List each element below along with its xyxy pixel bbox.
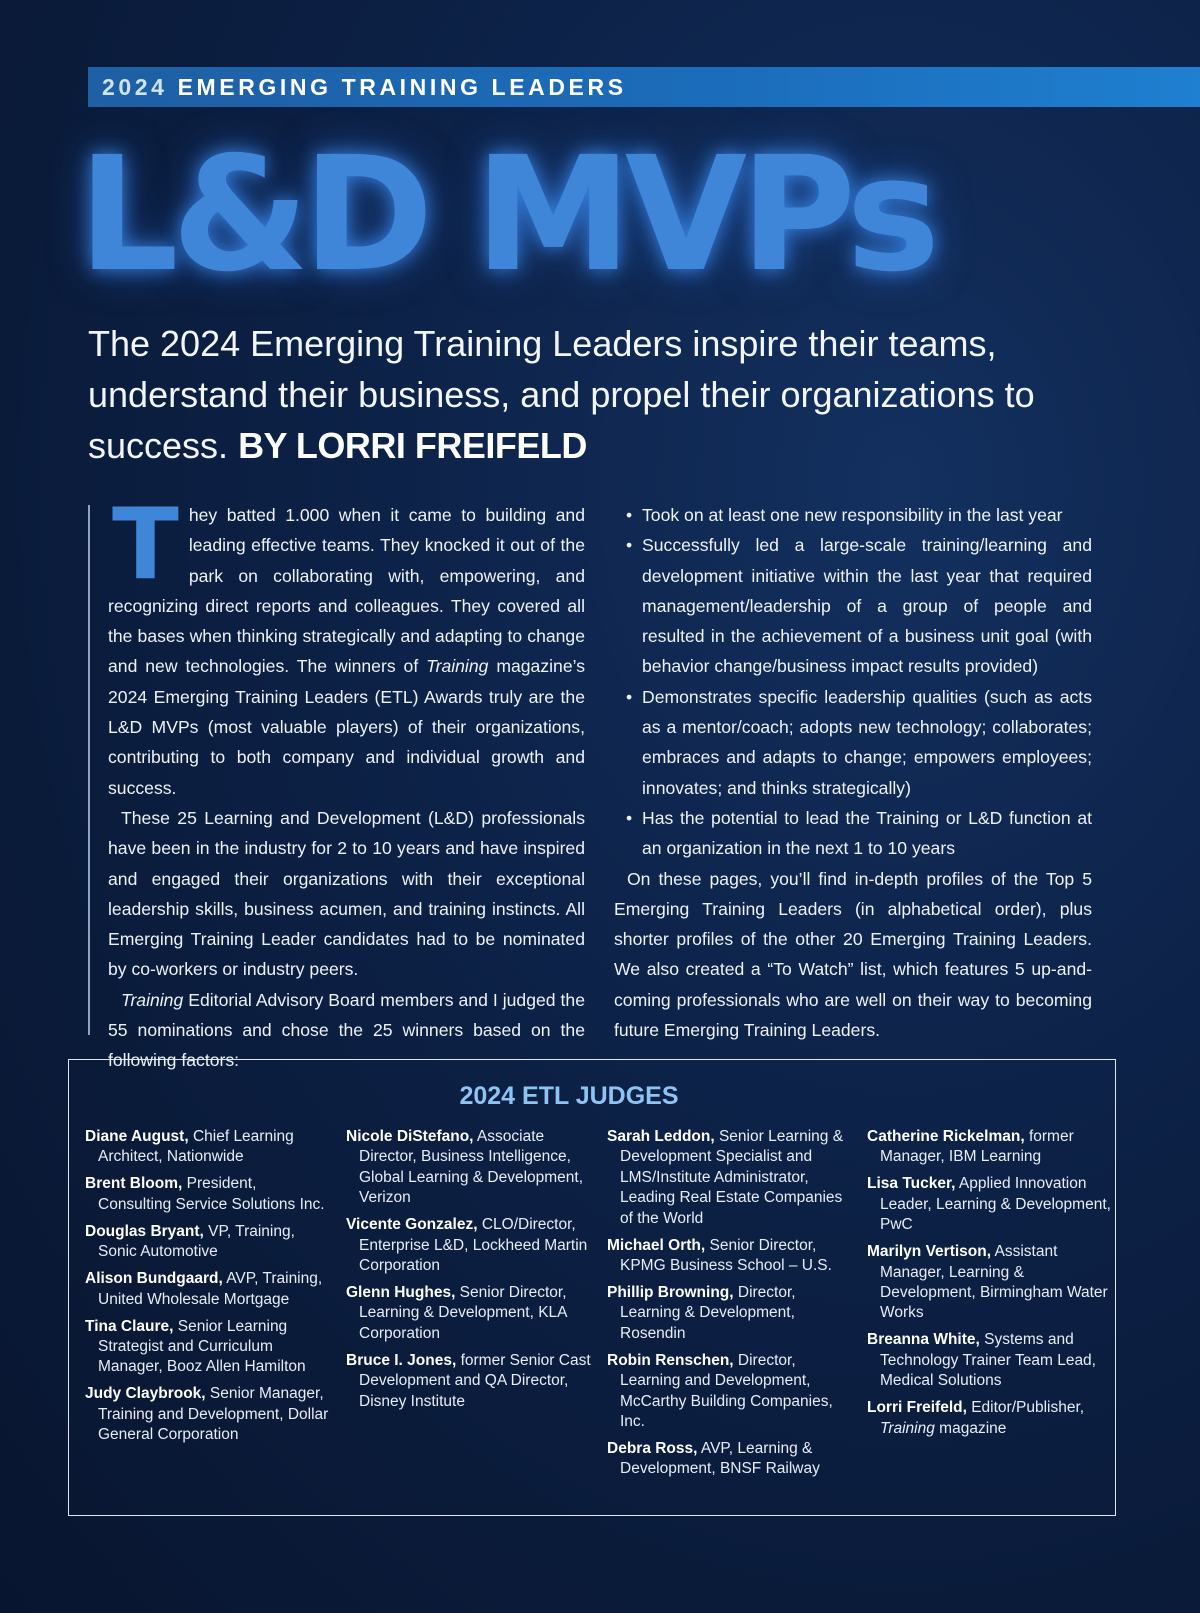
judge-title: Director, Learning & Development, Rosendin [620, 1284, 796, 1342]
judge-title: Senior Director, Learning & Development, KLA Corporation [359, 1284, 567, 1342]
judge-entry-last [867, 1398, 1112, 1439]
judge-entry [867, 1330, 1112, 1391]
judge-entry [607, 1127, 852, 1229]
judge-name: Vicente Gonzalez, [346, 1216, 478, 1234]
p1-start: hey batted 1.000 when it came to building and leading effective teams. They knocked it out of the park on collaborating with, empowering, and recognizing direct reports and colleagues. They covered all the bases when thinking strategically and adapting to change and new technologies. The winners of [108, 505, 585, 677]
banner-year: 2024 [102, 74, 168, 100]
judge-title: President, Consulting Service Solutions Inc. [98, 1175, 325, 1213]
p1-end: magazine’s 2024 Emerging Training Leaders (ETL) Awards truly are the L&D MVPs (most valuable players) of their organizations, contributing to both company and individual growth and success. [108, 656, 586, 798]
judge-name: Debra Ross, [607, 1440, 698, 1458]
judge-title: Associate Director, Business Intelligence, Global Learning & Development, Verizon [359, 1128, 584, 1207]
judge-name: Glenn Hughes, [346, 1284, 456, 1302]
judges-title: 2024 ETL JUDGES [459, 1082, 679, 1110]
judge-entry [607, 1439, 852, 1480]
judge-name: Nicole DiStefano, [346, 1128, 474, 1145]
judge-name: Sarah Leddon, [607, 1128, 715, 1145]
judge-title: CLO/Director, Enterprise L&D, Lockheed Martin Corporation [359, 1216, 588, 1275]
criteria-item: • Took on at least one new responsibility in the last year [614, 500, 1092, 530]
judge-title: AVP, Learning & Development, BNSF Railway [620, 1440, 820, 1478]
judge-entry [867, 1174, 1112, 1235]
judge-entry [607, 1351, 852, 1433]
judge-title: former Manager, IBM Learning [880, 1128, 1074, 1166]
judge-title-italic: Training [880, 1419, 935, 1437]
judge-entry [867, 1242, 1112, 1324]
judge-entry [346, 1283, 591, 1344]
article-right-column [614, 500, 1092, 1045]
judge-title-suffix: magazine [934, 1419, 1007, 1437]
judge-name: Phillip Browning, [607, 1284, 734, 1302]
article-paragraph-2: These 25 Learning and Development (L&D) professionals have been in the industry for 2 to 10 years and have inspired and engaged their organizations with their exceptional leadership skills, business acumen, and training instincts. All Emerging Training Leader candidates had to be nominated by co-workers or industry peers. [108, 807, 585, 980]
article-left-column [108, 488, 586, 1076]
judge-entry [346, 1215, 591, 1276]
judge-entry [85, 1174, 330, 1215]
judge-title: Senior Director, KPMG Business School – U.S. [620, 1236, 832, 1275]
article-paragraph-4: On these pages, you’ll find in-depth profiles of the Top 5 Emerging Training Leaders (in alphabetical order), plus shorter profiles of the other 20 Emerging Training Leaders. We also created a “To Watch” list, which features 5 up-and-coming professionals who are well on their way to becoming future Emerging Training Leaders. [614, 868, 1092, 1041]
criteria-list [614, 500, 1092, 864]
judge-name: Lorri Freifeld, [867, 1399, 967, 1417]
judge-entry [607, 1283, 852, 1344]
judge-entry [346, 1351, 591, 1412]
judge-entry [85, 1384, 330, 1445]
judge-entry [85, 1222, 330, 1263]
judge-title: Senior Learning Strategist and Curriculum Manager, Booz Allen Hamilton [98, 1317, 306, 1376]
judge-name: Tina Claure, [85, 1317, 174, 1335]
criteria-item: • Successfully led a large-scale training/learning and development initiative within the last year that required management/leadership of a group of people and resulted in the achievement of a business unit goal (with behavior change/business impact results provided) [614, 530, 1092, 681]
deck [88, 318, 1098, 471]
judges-column-2 [346, 1127, 591, 1419]
column-rule [88, 505, 90, 1035]
judge-entry [607, 1236, 852, 1277]
judge-name: Brent Bloom, [85, 1175, 183, 1193]
judge-title: Systems and Technology Trainer Team Lead, Medical Solutions [880, 1331, 1096, 1390]
judge-name: Douglas Bryant, [85, 1222, 204, 1240]
judge-name: Catherine Rickelman, [867, 1128, 1025, 1145]
deck-text: The 2024 Emerging Training Leaders inspire their teams, understand their business, and propel their organizations to success. [88, 323, 1035, 466]
p3-italic: Training [121, 989, 184, 1010]
criteria-item: • Demonstrates specific leadership qualities (such as acts as a mentor/coach; adopts new technology; collaborates; embraces and adapts to change; empowers employees; innovates; and thinks strategically) [614, 682, 1092, 803]
judge-entry [85, 1127, 330, 1168]
judge-name: Diane August, [85, 1128, 189, 1145]
judges-column-3 [607, 1127, 852, 1486]
article-paragraph-1 [108, 488, 586, 803]
judges-box [68, 1059, 1116, 1516]
judge-name: Marilyn Vertison, [867, 1243, 992, 1261]
judge-name: Judy Claybrook, [85, 1385, 206, 1403]
judges-column-1 [85, 1127, 330, 1452]
judge-entry [346, 1127, 591, 1209]
judge-title: AVP, Training, United Wholesale Mortgage [98, 1270, 323, 1308]
byline: BY LORRI FREIFELD [238, 425, 587, 466]
judge-title: Director, Learning and Development, McCarthy Building Companies, Inc. [620, 1351, 833, 1431]
banner-text [102, 67, 627, 107]
judge-entry [85, 1317, 330, 1378]
judge-name: Breanna White, [867, 1331, 980, 1349]
judge-title: former Senior Cast Development and QA Director, Disney Institute [359, 1351, 591, 1410]
judge-title: Editor/Publisher, [966, 1399, 1085, 1417]
judge-title: Applied Innovation Leader, Learning & Development, PwC [880, 1175, 1111, 1234]
p3-end: Editorial Advisory Board members and I judged the 55 nominations and chose the 25 winners based on the following factors: [108, 989, 585, 1071]
section-banner [88, 67, 1200, 107]
judge-entry [867, 1127, 1112, 1168]
judge-name: Michael Orth, [607, 1236, 706, 1254]
criteria-item: • Has the potential to lead the Training or L&D function at an organization in the next 1 to 10 years [614, 803, 1092, 864]
judge-title: Chief Learning Architect, Nationwide [98, 1128, 294, 1166]
judge-name: Alison Bundgaard, [85, 1270, 223, 1288]
judge-entry [85, 1269, 330, 1310]
banner-title: EMERGING TRAINING LEADERS [177, 74, 627, 100]
headline: L&D MVPs [78, 123, 934, 307]
judge-name: Bruce I. Jones, [346, 1351, 457, 1369]
judge-name: Robin Renschen, [607, 1351, 734, 1369]
judge-title: VP, Training, Sonic Automotive [98, 1222, 295, 1261]
judges-column-4 [867, 1127, 1112, 1446]
judge-name: Lisa Tucker, [867, 1175, 956, 1193]
drop-cap: T [112, 488, 179, 602]
judge-title: Senior Manager, Training and Development, Dollar General Corporation [98, 1385, 329, 1444]
judge-title: Senior Learning & Development Specialist and LMS/Institute Administrator, Leading Real Estate Companies of the World [620, 1128, 844, 1227]
p1-italic: Training [426, 656, 489, 677]
judge-title: Assistant Manager, Learning & Development, Birmingham Water Works [880, 1243, 1108, 1322]
